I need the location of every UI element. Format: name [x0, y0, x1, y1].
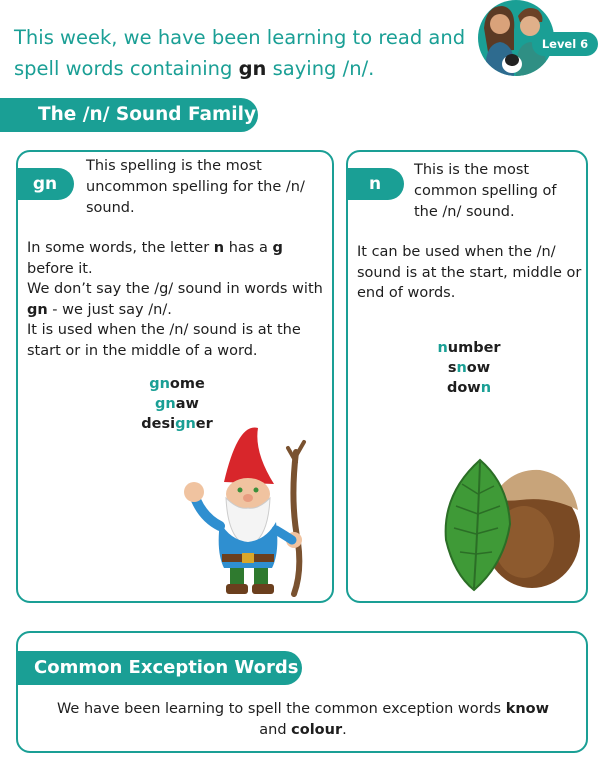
gn-paragraph-2	[27, 279, 327, 320]
gnome-icon	[176, 422, 326, 597]
section-title: The /n/ Sound Family	[0, 98, 258, 132]
word-part: ow	[466, 360, 491, 376]
intro-line-2	[14, 53, 474, 84]
common-exception-words-card	[16, 631, 588, 753]
word-part: desi	[141, 416, 176, 432]
gn-spelling-card	[16, 150, 334, 603]
n-spelling-card	[346, 150, 588, 603]
gn-p1-bold-n: n	[213, 240, 225, 256]
word-highlight: gn	[155, 396, 176, 412]
gn-paragraph-1	[27, 238, 327, 279]
gn-p1-end: before it.	[27, 260, 93, 277]
cew-word-colour: colour	[291, 722, 343, 738]
gn-card-body	[27, 238, 327, 361]
gn-p2-bold: gn	[27, 301, 48, 318]
gn-card-intro: This spelling is the most uncommon spelling for the /n/ sound.	[86, 158, 305, 216]
intro-text: spell words containing	[14, 57, 239, 80]
n-example-words	[348, 338, 590, 398]
word-highlight: gn	[149, 376, 170, 392]
example-word	[348, 338, 590, 358]
word-part: aw	[175, 396, 199, 412]
example-word	[18, 394, 336, 414]
word-part: ome	[169, 376, 205, 392]
level-label: Level 6	[532, 32, 598, 56]
word-part: er	[195, 416, 213, 432]
gn-p2-end: - we just say /n/.	[47, 301, 172, 318]
cew-text-end: .	[342, 722, 347, 738]
n-tag: n	[346, 168, 404, 200]
gn-p1-mid: has a	[224, 240, 273, 256]
gn-paragraph-3: It is used when the /n/ sound is at the start or in the middle of a word.	[27, 322, 301, 359]
n-card-intro: This is the most common spelling of the /n/ sound.	[414, 162, 557, 220]
intro-bold-gn: gn	[238, 57, 267, 80]
level-badge	[478, 0, 598, 86]
word-highlight: n	[437, 340, 448, 356]
intro-text-end: saying /n/.	[266, 57, 375, 80]
example-word	[348, 378, 590, 398]
gn-p1-bold-g: g	[272, 240, 283, 256]
cew-text-start: We have been learning to spell the common exception words	[56, 701, 506, 717]
cew-title: Common Exception Words	[16, 651, 302, 685]
n-card-body	[357, 242, 582, 304]
word-part: dow	[446, 380, 481, 396]
word-part: umber	[447, 340, 501, 356]
intro-line-1: This week, we have been learning to read and	[14, 26, 466, 49]
cew-text	[38, 699, 568, 741]
word-highlight: n	[456, 360, 467, 376]
word-highlight: n	[480, 380, 492, 396]
hazelnut-icon	[440, 454, 586, 594]
gn-p1-text: In some words, the letter	[27, 240, 214, 256]
page-intro	[14, 22, 474, 84]
cew-text-mid: and	[259, 722, 292, 738]
n-paragraph: It can be used when the /n/ sound is at the start, middle or end of words.	[357, 244, 582, 301]
cew-word-know: know	[505, 701, 550, 717]
example-word	[348, 358, 590, 378]
gn-tag: gn	[16, 168, 74, 200]
word-highlight: gn	[175, 416, 196, 432]
word-part: s	[447, 360, 457, 376]
example-word	[18, 374, 336, 394]
gn-p2-text: We don’t say the /g/ sound in words with	[27, 281, 323, 297]
